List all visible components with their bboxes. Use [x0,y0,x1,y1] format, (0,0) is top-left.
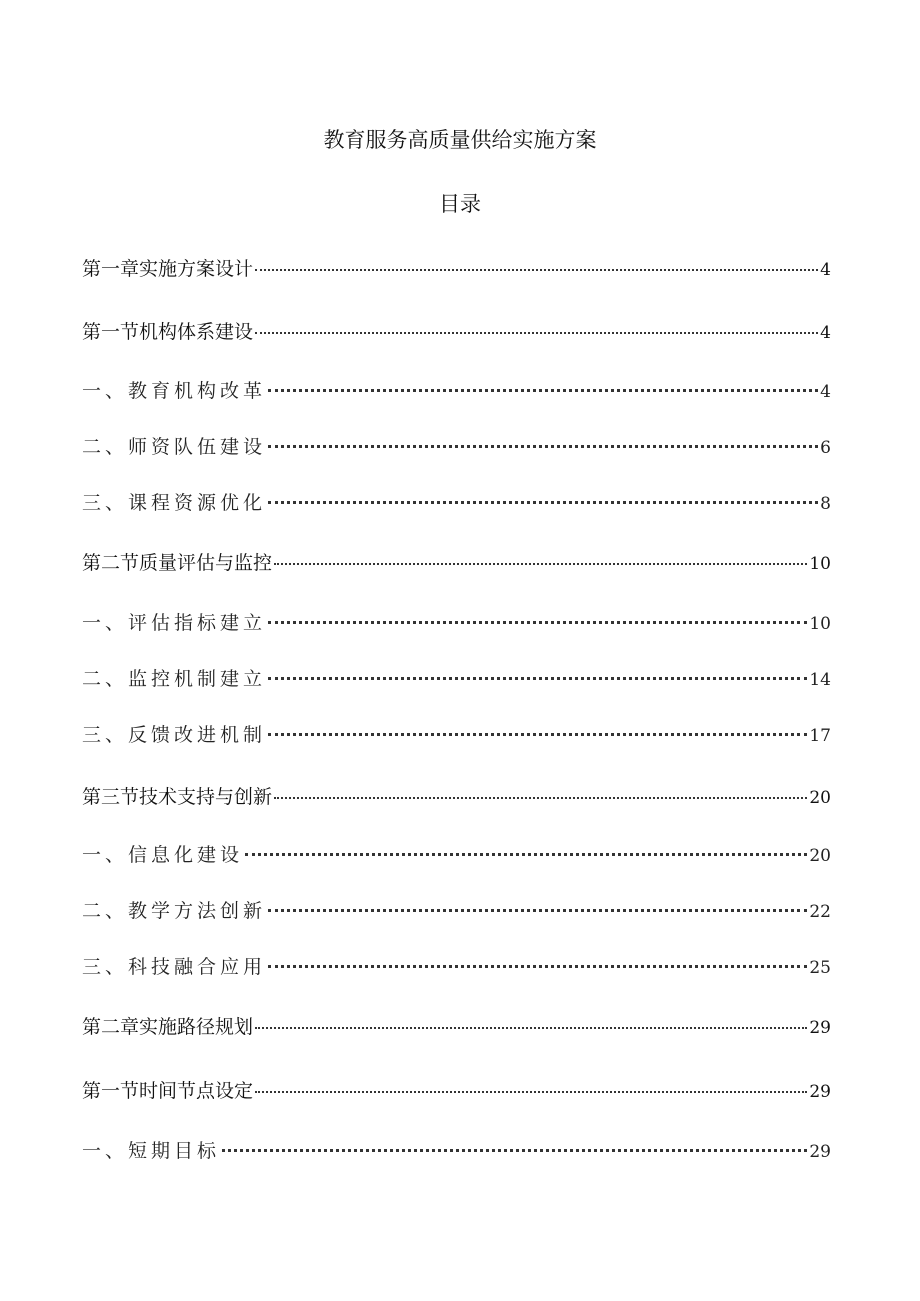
toc-entry[interactable] [82,317,831,344]
toc-page-number: 10 [809,554,831,574]
toc-dot-leader [268,621,807,624]
toc-page-number: 20 [809,788,831,808]
toc-dot-leader [222,1149,807,1152]
toc-entry[interactable] [82,1136,831,1163]
toc-entry[interactable] [82,1012,831,1039]
toc-entry[interactable] [82,548,831,575]
toc-entry[interactable] [82,432,831,459]
toc-entry[interactable] [82,952,831,979]
toc-page-number: 6 [820,438,831,458]
toc-dot-leader [274,563,807,565]
toc-dot-leader [268,909,807,912]
toc-entry[interactable] [82,782,831,809]
toc-entry-label: 第一节时间节点设定 [82,1080,254,1102]
toc-entry-label: 一、信息化建设 [82,844,244,866]
toc-heading: 目录 [439,192,481,216]
toc-page-number: 17 [809,726,831,746]
toc-dot-leader [268,445,818,448]
toc-page-number: 8 [820,494,831,514]
toc-entry[interactable] [82,608,831,635]
toc-entry[interactable] [82,254,831,281]
toc-entry[interactable] [82,376,831,403]
toc-entry-label: 第二节质量评估与监控 [82,552,273,574]
toc-entry-label: 第一节机构体系建设 [82,321,254,343]
toc-page-number: 25 [809,958,831,978]
toc-entry-label: 二、师资队伍建设 [82,436,267,458]
toc-dot-leader [268,501,818,504]
toc-entry-label: 第三节技术支持与创新 [82,786,273,808]
toc-page-number: 29 [809,1142,831,1162]
toc-page-number: 22 [809,902,831,922]
toc-entry[interactable] [82,720,831,747]
toc-dot-leader [255,1091,807,1093]
toc-entry-label: 第一章实施方案设计 [82,258,254,280]
toc-entry-label: 一、教育机构改革 [82,380,267,402]
toc-page-number: 4 [820,382,831,402]
toc-dot-leader [245,853,807,856]
toc-page-number: 29 [809,1018,831,1038]
toc-page-number: 4 [820,260,831,280]
toc-entry[interactable] [82,840,831,867]
toc-entry[interactable] [82,664,831,691]
toc-dot-leader [255,1027,807,1029]
toc-dot-leader [255,332,818,334]
toc-entry-label: 二、教学方法创新 [82,900,267,922]
toc-entry-label: 第二章实施路径规划 [82,1016,254,1038]
document-title: 教育服务高质量供给实施方案 [323,128,597,152]
toc-entry-label: 一、短期目标 [82,1140,221,1162]
toc-dot-leader [255,269,818,271]
toc-page-number: 10 [809,614,831,634]
toc-entry-label: 一、评估指标建立 [82,612,267,634]
toc-page-number: 29 [809,1082,831,1102]
toc-entry[interactable] [82,1076,831,1103]
toc-entry-label: 三、科技融合应用 [82,956,267,978]
toc-dot-leader [268,965,807,968]
toc-entry[interactable] [82,896,831,923]
toc-entry-label: 三、反馈改进机制 [82,724,267,746]
toc-page-number: 4 [820,323,831,343]
toc-dot-leader [268,733,807,736]
toc-dot-leader [268,389,818,392]
toc-entry-label: 二、监控机制建立 [82,668,267,690]
toc-page-number: 20 [809,846,831,866]
toc-page-number: 14 [809,670,831,690]
toc-entry[interactable] [82,488,831,515]
toc-dot-leader [268,677,807,680]
toc-dot-leader [274,797,807,799]
toc-entry-label: 三、课程资源优化 [82,492,267,514]
